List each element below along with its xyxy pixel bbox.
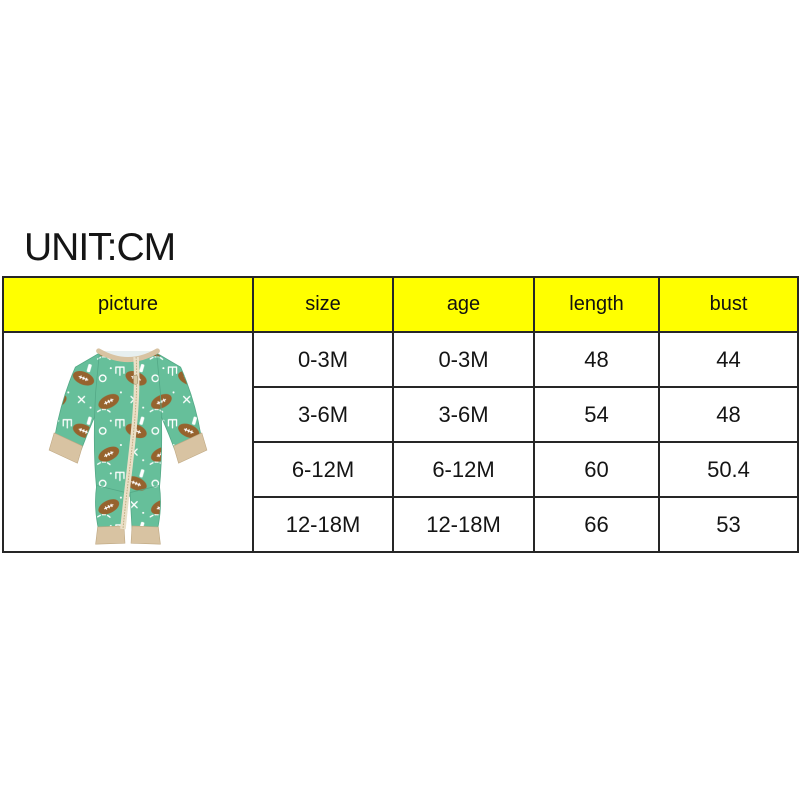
size-chart-table <box>2 276 799 553</box>
right-ankle-cuff <box>131 526 160 544</box>
romper-image <box>42 336 214 548</box>
header-cell-age: age <box>393 277 534 332</box>
header-cell-bust: bust <box>659 277 798 332</box>
bust-cell: 50.4 <box>659 442 798 497</box>
size-cell: 12-18M <box>253 497 393 552</box>
right-leg <box>130 486 160 531</box>
bust-cell: 48 <box>659 387 798 442</box>
bust-cell: 44 <box>659 332 798 387</box>
age-cell: 12-18M <box>393 497 534 552</box>
size-cell: 3-6M <box>253 387 393 442</box>
header-row <box>3 277 798 332</box>
bust-cell: 53 <box>659 497 798 552</box>
length-cell: 66 <box>534 497 659 552</box>
table-row <box>3 332 798 387</box>
header-cell-picture: picture <box>3 277 253 332</box>
unit-label: UNIT:CM <box>24 226 176 269</box>
length-cell: 54 <box>534 387 659 442</box>
length-cell: 60 <box>534 442 659 497</box>
zipper-pull <box>134 375 138 384</box>
length-cell: 48 <box>534 332 659 387</box>
header-cell-length: length <box>534 277 659 332</box>
age-cell: 6-12M <box>393 442 534 497</box>
size-cell: 0-3M <box>253 332 393 387</box>
product-picture-cell <box>3 332 253 552</box>
header-cell-size: size <box>253 277 393 332</box>
size-cell: 6-12M <box>253 442 393 497</box>
age-cell: 3-6M <box>393 387 534 442</box>
romper-illustration <box>4 333 252 551</box>
age-cell: 0-3M <box>393 332 534 387</box>
